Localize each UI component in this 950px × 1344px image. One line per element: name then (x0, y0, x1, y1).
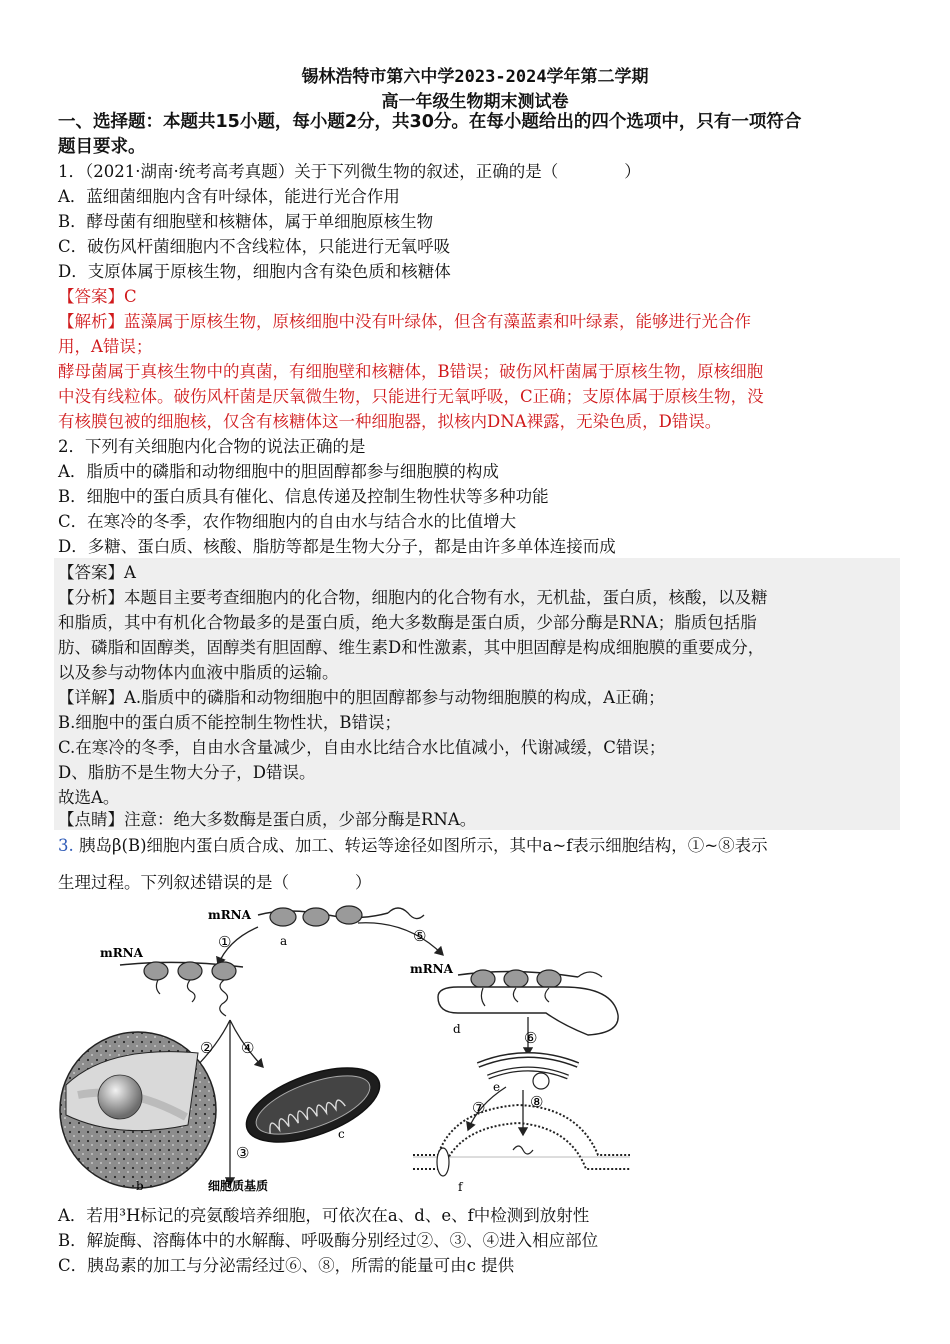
q2-note: 【点睛】注意：绝大多数酶是蛋白质，少部分酶是RNA。 (58, 810, 477, 829)
section-heading-line2: 题目要求。 (58, 137, 146, 157)
q2-option-d: D．多糖、蛋白质、核酸、脂肪等都是生物大分子，都是由许多单体连接而成 (58, 537, 616, 556)
q2-option-a: A．脂质中的磷脂和动物细胞中的胆固醇都参与细胞膜的构成 (58, 462, 499, 481)
label-process-6: ⑥ (524, 1029, 538, 1047)
label-f: f (458, 1180, 463, 1194)
q1-answer: 【答案】C (58, 287, 137, 306)
q2-detail-line1: 【详解】A.脂质中的磷脂和动物细胞中的胆固醇都参与动物细胞膜的构成，A正确； (58, 688, 665, 707)
section-heading-line1: 一、选择题：本题共15小题，每小题2分，共30分。在每小题给出的四个选项中，只有一项符合 (58, 112, 802, 132)
q3-stem-line1 (58, 834, 898, 858)
ribosomes-left (144, 962, 236, 980)
q1-option-a: A．蓝细菌细胞内含有叶绿体，能进行光合作用 (58, 187, 400, 206)
q2-analysis-line3: 肪、磷脂和固醇类，固醇类有胆固醇、维生素D和性激素，其中胆固醇是构成细胞膜的重要成分， (58, 638, 765, 657)
q2-answer: 【答案】A (58, 563, 136, 582)
label-process-5: ⑤ (413, 927, 427, 945)
q1-option-c: C．破伤风杆菌细胞内不含线粒体，只能进行无氧呼吸 (58, 237, 451, 256)
q3-option-b: B．解旋酶、溶酶体中的水解酶、呼吸酶分别经过②、③、④进入相应部位 (58, 1231, 599, 1250)
label-process-3: ③ (236, 1144, 250, 1162)
q2-detail-line2: B.细胞中的蛋白质不能控制生物性状，B错误； (58, 713, 401, 732)
label-a: a (280, 934, 288, 948)
q2-detail-line5: 故选A。 (58, 788, 120, 807)
q2-stem: 2．下列有关细胞内化合物的说法正确的是 (58, 437, 366, 456)
pathway-diagram (58, 895, 888, 1195)
label-process-7: ⑦ (472, 1099, 486, 1117)
q1-analysis-line4: 中没有线粒体。破伤风杆菌是厌氧微生物，只能进行无氧呼吸，C正确；支原体属于原核生物，没 (58, 387, 764, 406)
q1-stem: 1．（2021·湖南·统考高考真题）关于下列微生物的叙述，正确的是（ ） (58, 162, 641, 181)
cell-membrane-f (413, 1105, 630, 1176)
label-mrna-right: mRNA (410, 962, 453, 976)
q2-option-b: B．细胞中的蛋白质具有催化、信息传递及控制生物性状等多种功能 (58, 487, 549, 506)
label-c: c (338, 1127, 345, 1141)
label-mrna-top: mRNA (208, 908, 251, 922)
exam-title-line1: 锡林浩特市第六中学2023-2024学年第二学期 (301, 67, 649, 87)
label-process-4: ④ (241, 1039, 255, 1057)
label-process-2: ② (200, 1039, 214, 1057)
q3-option-a: A．若用³H标记的亮氨酸培养细胞，可依次在a、d、e、f中检测到放射性 (58, 1206, 590, 1225)
q1-analysis-line5: 有核膜包被的细胞核，仅含有核糖体这一种细胞器，拟核内DNA裸露，无染色质，D错误。 (58, 412, 722, 431)
protein-pathway-figure (58, 895, 888, 1195)
arrow-process-5 (358, 923, 443, 955)
nucleus-b (60, 1032, 216, 1188)
q3-number: 3. (58, 836, 74, 855)
q3-option-c: C．胰岛素的加工与分泌需经过⑥、⑧，所需的能量可由c 提供 (58, 1256, 515, 1275)
label-b: b (136, 1179, 144, 1193)
q2-analysis-line1: 【分析】本题目主要考查细胞内的化合物，细胞内的化合物有水，无机盐，蛋白质，核酸，以及糖 (58, 588, 768, 607)
q3-stem-text: 胰岛β(B)细胞内蛋白质合成、加工、转运等途径如图所示，其中a~f表示细胞结构，①~⑧表示 (73, 836, 768, 855)
q2-detail-line4: D、脂肪不是生物大分子，D错误。 (58, 763, 316, 782)
ribosomes-er (471, 970, 561, 988)
label-e: e (493, 1080, 501, 1094)
q2-analysis-line2: 和脂质，其中有机化合物最多的是蛋白质，绝大多数酶是蛋白质，少部分酶是RNA；脂质包括脂 (58, 613, 757, 632)
label-process-1: ① (218, 933, 232, 951)
q3-stem-line2: 生理过程。下列叙述错误的是（ ） (58, 873, 372, 892)
q1-option-b: B．酵母菌有细胞壁和核糖体，属于单细胞原核生物 (58, 212, 434, 231)
q1-option-d: D．支原体属于原核生物，细胞内含有染色质和核糖体 (58, 262, 451, 281)
label-process-8: ⑧ (530, 1093, 544, 1111)
q2-analysis-line4: 以及参与动物体内血液中脂质的运输。 (58, 663, 339, 682)
label-d: d (453, 1022, 461, 1036)
q2-detail-line3: C.在寒冷的冬季，自由水含量减少，自由水比结合水比值减小，代谢减缓，C错误； (58, 738, 666, 757)
exam-title-line2: 高一年级生物期末测试卷 (381, 92, 569, 112)
ribosome-a (270, 906, 362, 926)
q1-analysis-line3: 酵母菌属于真核生物中的真菌，有细胞壁和核糖体，B错误；破伤风杆菌属于原核生物，原核细胞 (58, 362, 764, 381)
q1-analysis-line2: 用，A错误； (58, 337, 153, 356)
label-mrna-left: mRNA (100, 946, 143, 960)
q2-option-c: C．在寒冷的冬季，农作物细胞内的自由水与结合水的比值增大 (58, 512, 517, 531)
label-cytoplasm: 细胞质基质 (208, 1179, 269, 1193)
mitochondrion-c (237, 1053, 389, 1157)
q1-analysis-line1: 【解析】蓝藻属于原核生物，原核细胞中没有叶绿体，但含有藻蓝素和叶绿素，能够进行光合作 (58, 312, 751, 331)
